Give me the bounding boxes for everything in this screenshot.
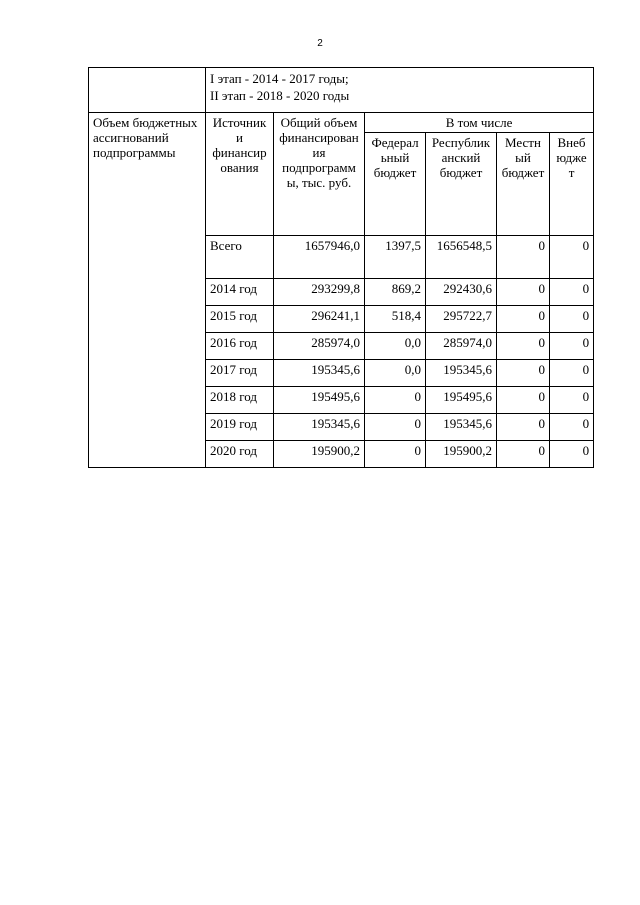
header-including: В том числе [365,113,594,133]
row-total: 195345,6 [274,414,365,441]
row-extra: 0 [550,306,594,333]
row-federal: 0 [365,387,426,414]
row-extra: 0 [550,387,594,414]
row-federal: 518,4 [365,306,426,333]
row-total: 296241,1 [274,306,365,333]
row-extra: 0 [550,360,594,387]
row-total: 293299,8 [274,279,365,306]
row-federal: 0,0 [365,360,426,387]
row-local: 0 [497,306,550,333]
row-federal: 0 [365,441,426,468]
row-source: 2019 год [206,414,274,441]
stage-1-text: I этап - 2014 - 2017 годы; [210,71,349,86]
header-row-1 [89,113,594,133]
header-extra: Внебюджет [550,133,594,236]
row-republic: 195495,6 [426,387,497,414]
row-source: 2014 год [206,279,274,306]
row-local: 0 [497,441,550,468]
row-local: 0 [497,360,550,387]
row-extra: 0 [550,236,594,279]
row-extra: 0 [550,333,594,360]
row-federal: 0 [365,414,426,441]
header-federal: Федеральный бюджет [365,133,426,236]
row-republic: 1656548,5 [426,236,497,279]
header-republic: Республиканский бюджет [426,133,497,236]
row-source: 2018 год [206,387,274,414]
row-total: 1657946,0 [274,236,365,279]
row-republic: 195345,6 [426,414,497,441]
row-source: 2017 год [206,360,274,387]
row-federal: 0,0 [365,333,426,360]
row-source: 2016 год [206,333,274,360]
row-extra: 0 [550,414,594,441]
row-source: 2020 год [206,441,274,468]
row-local: 0 [497,333,550,360]
row-republic: 195900,2 [426,441,497,468]
row-total: 195495,6 [274,387,365,414]
row-local: 0 [497,387,550,414]
row-federal: 1397,5 [365,236,426,279]
row-total: 285974,0 [274,333,365,360]
stage-2-text: II этап - 2018 - 2020 годы [210,88,350,103]
page-number: 2 [317,38,323,49]
row-republic: 285974,0 [426,333,497,360]
row-republic: 295722,7 [426,306,497,333]
row-total: 195900,2 [274,441,365,468]
budget-table [88,67,594,468]
row-federal: 869,2 [365,279,426,306]
header-local: Местный бюджет [497,133,550,236]
row-extra: 0 [550,279,594,306]
stages-cell [206,68,594,113]
stages-row [89,68,594,113]
row-total: 195345,6 [274,360,365,387]
row-source: 2015 год [206,306,274,333]
row-local: 0 [497,236,550,279]
row-local: 0 [497,414,550,441]
row-source: Всего [206,236,274,279]
row-republic: 195345,6 [426,360,497,387]
row-local: 0 [497,279,550,306]
row-republic: 292430,6 [426,279,497,306]
row-label-cell: Объем бюджетных ассигнований подпрограммы [89,113,206,468]
header-source: Источники финансирования [206,113,274,236]
row-extra: 0 [550,441,594,468]
stages-empty-cell [89,68,206,113]
header-total: Общий объем финансирования подпрограммы, тыс. руб. [274,113,365,236]
